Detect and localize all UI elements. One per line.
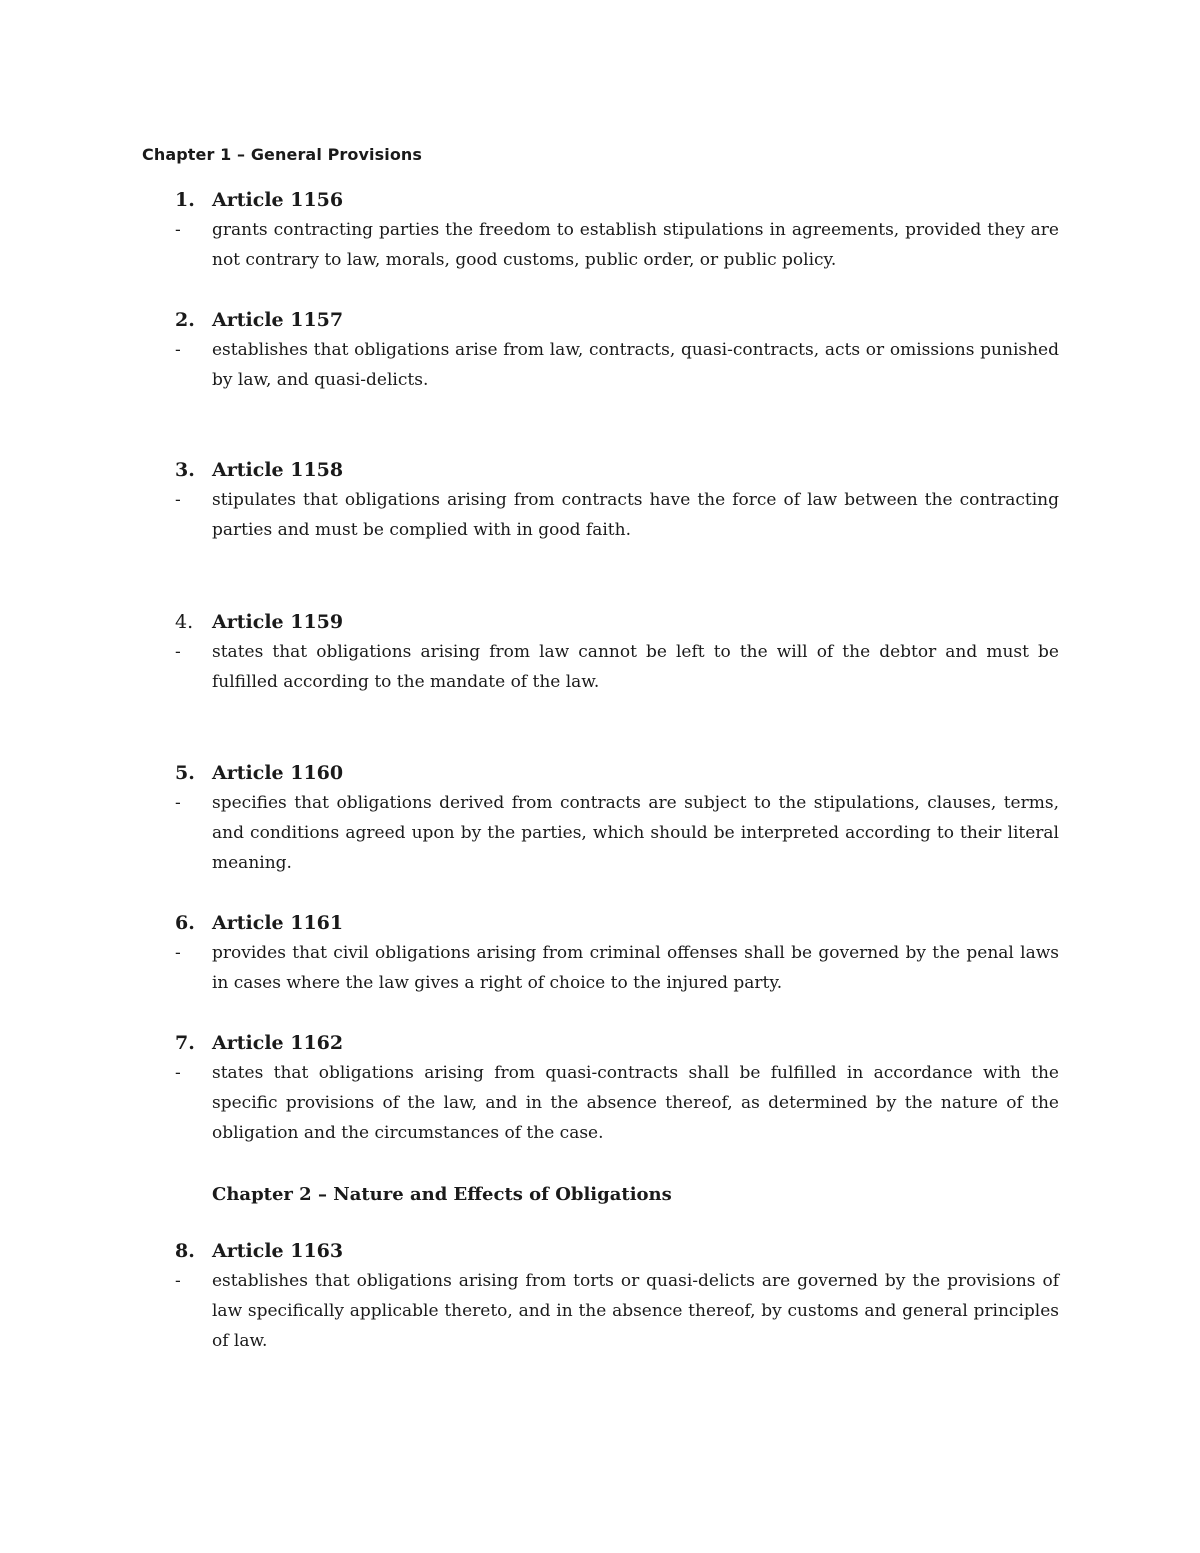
article-description — [175, 1266, 1059, 1356]
article-item — [175, 758, 1059, 878]
article-title: Article 1163 — [212, 1240, 344, 1262]
bullet-dash: - — [175, 642, 181, 662]
bullet-dash: - — [175, 1063, 181, 1083]
chapter-1-heading: Chapter 1 – General Provisions — [142, 145, 423, 164]
article-item — [175, 1028, 1059, 1148]
article-heading — [175, 1236, 1059, 1266]
article-number: 2. — [175, 309, 195, 331]
article-title: Article 1159 — [212, 611, 344, 633]
article-description — [175, 637, 1059, 697]
article-title: Article 1160 — [212, 762, 344, 784]
article-heading — [175, 305, 1059, 335]
article-heading — [175, 185, 1059, 215]
chapter-2-heading: Chapter 2 – Nature and Effects of Obligations — [212, 1184, 672, 1205]
bullet-dash: - — [175, 793, 181, 813]
article-heading — [175, 607, 1059, 637]
article-item — [175, 607, 1059, 697]
article-item — [175, 1236, 1059, 1356]
article-title: Article 1156 — [212, 189, 344, 211]
article-description-text: states that obligations arising from law cannot be left to the will of the debtor and must be fulfilled according to the mandate of the law. — [212, 642, 1059, 692]
article-title: Article 1158 — [212, 459, 344, 481]
article-number: 4. — [175, 611, 194, 633]
article-description — [175, 938, 1059, 998]
article-number: 7. — [175, 1032, 195, 1054]
article-title: Article 1161 — [212, 912, 344, 934]
article-description — [175, 485, 1059, 545]
article-number: 6. — [175, 912, 195, 934]
article-description — [175, 215, 1059, 275]
article-description-text: provides that civil obligations arising from criminal offenses shall be governed by the penal laws in cases where the law gives a right of choice to the injured party. — [212, 943, 1059, 993]
article-number: 8. — [175, 1240, 195, 1262]
article-description-text: grants contracting parties the freedom to establish stipulations in agreements, provided they are not contrary to law, morals, good customs, public order, or public policy. — [212, 220, 1059, 270]
article-item — [175, 305, 1059, 395]
article-description-text: specifies that obligations derived from contracts are subject to the stipulations, clauses, terms, and conditions agreed upon by the parties, which should be interpreted according to their literal meaning. — [212, 793, 1059, 873]
article-number: 1. — [175, 189, 195, 211]
bullet-dash: - — [175, 1271, 181, 1291]
article-description — [175, 1058, 1059, 1148]
article-item — [175, 908, 1059, 998]
bullet-dash: - — [175, 340, 181, 360]
article-heading — [175, 1028, 1059, 1058]
article-heading — [175, 455, 1059, 485]
article-description-text: states that obligations arising from quasi-contracts shall be fulfilled in accordance with the specific provisions of the law, and in the absence thereof, as determined by the nature of the obligation and the circumstances of the case. — [212, 1063, 1059, 1143]
article-title: Article 1157 — [212, 309, 344, 331]
article-item — [175, 185, 1059, 275]
bullet-dash: - — [175, 220, 181, 240]
bullet-dash: - — [175, 943, 181, 963]
article-number: 5. — [175, 762, 195, 784]
article-number: 3. — [175, 459, 195, 481]
article-description-text: stipulates that obligations arising from contracts have the force of law between the contracting parties and must be complied with in good faith. — [212, 490, 1059, 540]
bullet-dash: - — [175, 490, 181, 510]
article-title: Article 1162 — [212, 1032, 344, 1054]
article-description-text: establishes that obligations arise from law, contracts, quasi-contracts, acts or omissions punished by law, and quasi-delicts. — [212, 340, 1059, 390]
article-item — [175, 455, 1059, 545]
article-description — [175, 788, 1059, 878]
article-heading — [175, 908, 1059, 938]
article-description — [175, 335, 1059, 395]
article-description-text: establishes that obligations arising from torts or quasi-delicts are governed by the provisions of law specifically applicable thereto, and in the absence thereof, by customs and general principles of law. — [212, 1271, 1059, 1351]
article-heading — [175, 758, 1059, 788]
